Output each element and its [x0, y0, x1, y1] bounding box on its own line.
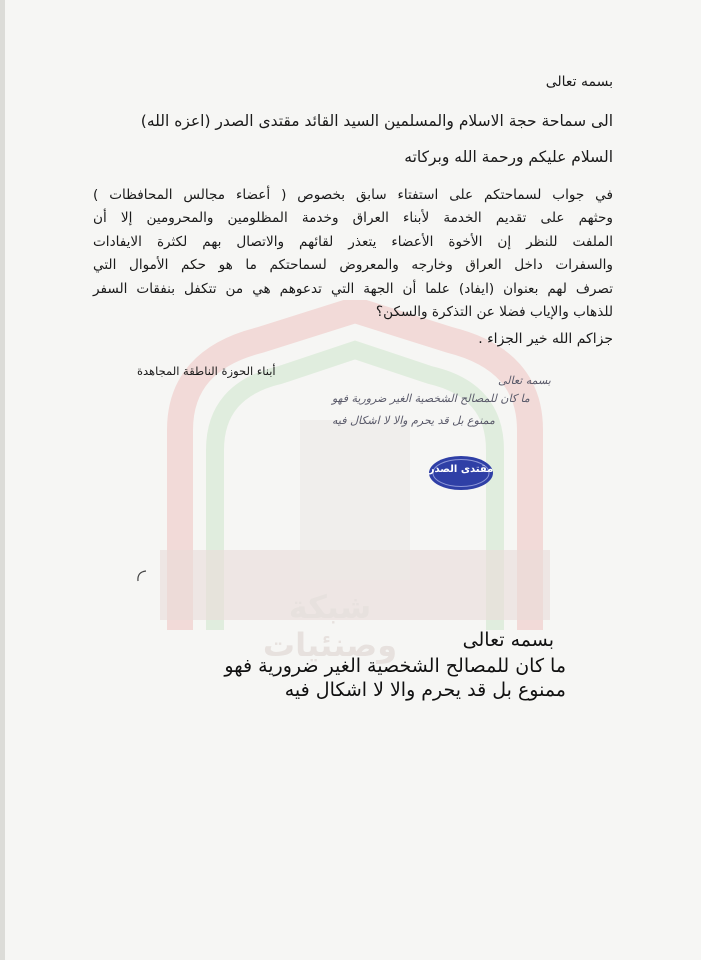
- letter-body: [93, 184, 613, 324]
- handwritten-basmala: بسمه تعالى: [498, 374, 551, 387]
- typed-basmala: بسمه تعالى: [462, 629, 554, 651]
- body-line: في جواب لسماحتكم على استفتاء سابق بخصوص ( أعضاء مجالس المحافظات ): [93, 187, 613, 203]
- body-line: وحثهم على تقديم الخدمة لأبناء العراق وخدمة المظلومين والمحرومين إلا أن: [93, 210, 613, 227]
- body-line: الملفت للنظر إن الأخوة الأعضاء يتعذر لقائهم والاتصال بهم لكثرة الايفادات: [93, 233, 613, 250]
- signature-label: أبناء الحوزة الناطقة المجاهدة: [137, 364, 276, 378]
- addressee-line: الى سماحة حجة الاسلام والمسلمين السيد القائد مقتدى الصدر (اعزه الله): [140, 112, 613, 130]
- body-line: والسفرات داخل العراق وخارجه والمعروض لسماحتكم ما هو حكم الأموال التي: [93, 257, 613, 274]
- closing-line: جزاكم الله خير الجزاء .: [478, 331, 613, 347]
- body-line: تصرف لهم بعنوان (ايفاد) علما أن الجهة التي تدعوهم هي من تتكفل بنفقات السفر: [93, 280, 613, 297]
- watermark-text: شبكة وصنئيات: [262, 588, 398, 664]
- typed-reply-line: ما كان للمصالح الشخصية الغير ضرورية فهو: [224, 655, 566, 677]
- typed-reply-line: ممنوع بل قد يحرم والا لا اشكال فيه: [284, 679, 566, 701]
- body-line: للذهاب والإياب فضلا عن التذكرة والسكن؟: [375, 304, 613, 321]
- greeting-line: السلام عليكم ورحمة الله وبركاته: [404, 148, 613, 166]
- pen-mark: [134, 568, 148, 582]
- handwritten-line: ما كان للمصالح الشخصية الغير ضرورية فهو: [332, 392, 530, 405]
- page-edge: [0, 0, 5, 960]
- basmala: بسمه تعالى: [545, 74, 613, 90]
- seal-text: مقتدى الصدر: [428, 464, 494, 475]
- handwritten-line: ممنوع بل قد يحرم والا لا اشكال فيه: [332, 414, 495, 427]
